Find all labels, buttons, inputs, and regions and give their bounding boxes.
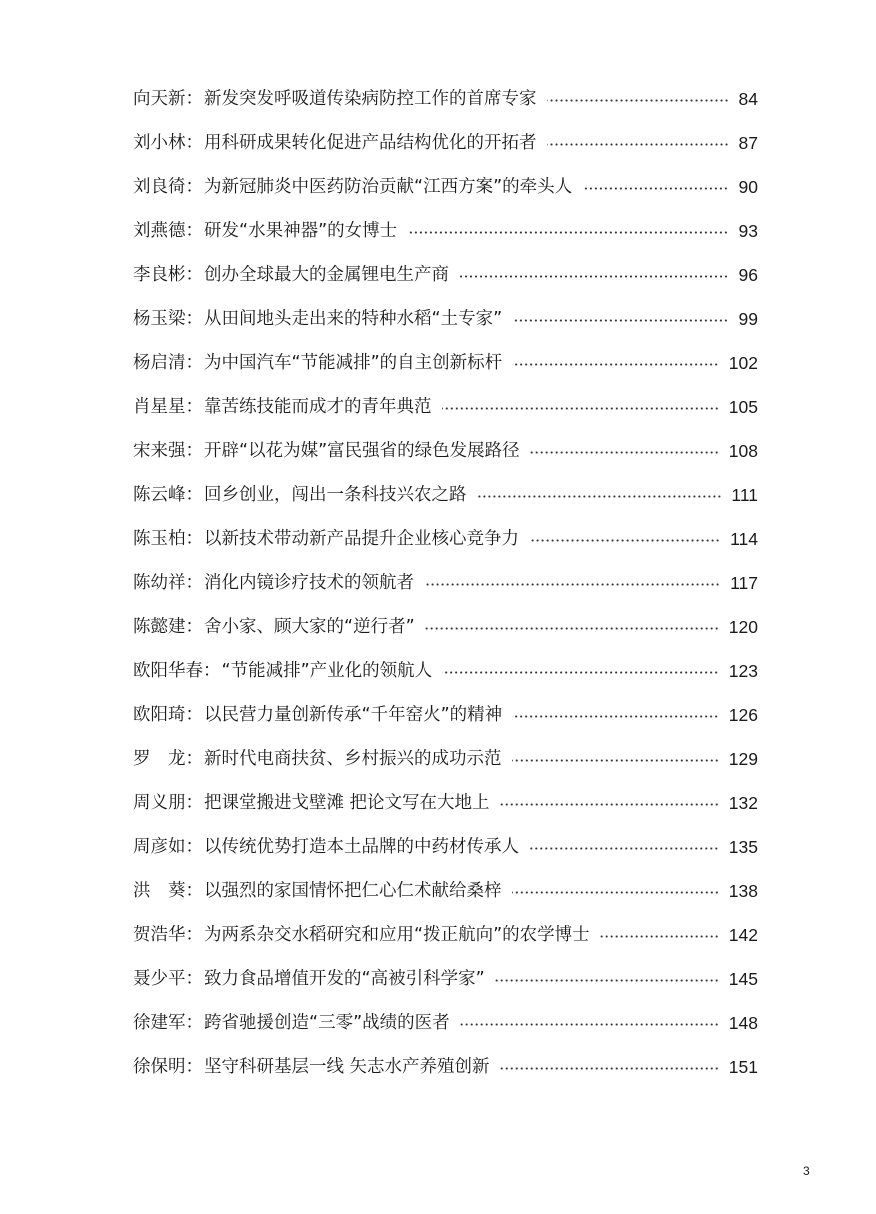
- entry-separator: ：: [185, 89, 203, 109]
- entry-page-number: 145: [728, 969, 758, 989]
- entry-title: 为两系杂交水稻研究和应用“拨正航向”的农学博士: [204, 925, 590, 945]
- dot-leader: [547, 99, 729, 102]
- entry-name: 陈云峰: [133, 485, 186, 505]
- entry-page-number: 84: [738, 89, 758, 109]
- entry-title: 以新技术带动新产品提升企业核心竞争力: [204, 529, 519, 549]
- entry-page-number: 148: [728, 1013, 758, 1033]
- entry-title: 回乡创业，闯出一条科技兴农之路: [204, 485, 467, 505]
- dot-leader: [512, 891, 719, 894]
- entry-title: 为新冠肺炎中医药防治贡献“江西方案”的牵头人: [204, 177, 573, 197]
- entry-separator: ：: [203, 661, 221, 681]
- toc-entry: [133, 129, 758, 157]
- entry-page-number: 90: [738, 177, 758, 197]
- dot-leader: [424, 583, 720, 586]
- entry-name: 杨启清: [133, 353, 186, 373]
- dot-leader: [407, 231, 728, 234]
- dot-leader: [582, 187, 728, 190]
- entry-page-number: 142: [728, 925, 758, 945]
- toc-entry: [133, 789, 758, 817]
- entry-page-number: 99: [738, 309, 758, 329]
- entry-page-number: 108: [728, 441, 758, 461]
- entry-name: 宋来强: [133, 441, 186, 461]
- dot-leader: [500, 1067, 719, 1070]
- dot-leader: [512, 715, 719, 718]
- toc-entry: [133, 349, 758, 377]
- entry-separator: ：: [185, 133, 203, 153]
- entry-page-number: 120: [728, 617, 758, 637]
- toc-entry: [133, 877, 758, 905]
- entry-separator: ：: [185, 441, 203, 461]
- toc-entry: [133, 217, 758, 245]
- dot-leader: [529, 539, 720, 542]
- entry-separator: ：: [185, 265, 203, 285]
- toc-entry: [133, 85, 758, 113]
- entry-name: 刘良徛: [133, 177, 186, 197]
- entry-separator: ：: [185, 793, 203, 813]
- entry-separator: ：: [185, 397, 203, 417]
- entry-title: 为中国汽车“节能减排”的自主创新标杆: [204, 353, 503, 373]
- entry-title: 把课堂搬进戈壁滩 把论文写在大地上: [204, 793, 490, 813]
- page-number: 3: [803, 1164, 810, 1178]
- entry-name: 徐保明: [133, 1057, 186, 1077]
- entry-title: 坚守科研基层一线 矢志水产养殖创新: [204, 1057, 490, 1077]
- entry-page-number: 138: [728, 881, 758, 901]
- entry-title: 跨省驰援创造“三零”战绩的医者: [204, 1013, 450, 1033]
- entry-page-number: 135: [728, 837, 758, 857]
- entry-name: 徐建军: [133, 1013, 186, 1033]
- entry-separator: ：: [185, 309, 203, 329]
- entry-name: 向天新: [133, 89, 186, 109]
- entry-page-number: 105: [728, 397, 758, 417]
- dot-leader: [530, 451, 719, 454]
- toc-entry: [133, 569, 758, 597]
- entry-name: 陈懿建: [133, 617, 186, 637]
- entry-title: 用科研成果转化促进产品结构优化的开拓者: [204, 133, 537, 153]
- entry-name: 陈玉柏: [133, 529, 186, 549]
- entry-name: 李良彬: [133, 265, 186, 285]
- entry-title: 舍小家、顾大家的“逆行者”: [204, 617, 415, 637]
- entry-separator: ：: [185, 529, 203, 549]
- entry-page-number: 96: [738, 265, 758, 285]
- toc-entry: [133, 437, 758, 465]
- dot-leader: [529, 847, 719, 850]
- toc-entry: [133, 525, 758, 553]
- entry-page-number: 151: [728, 1057, 758, 1077]
- entry-name: 聂少平: [133, 969, 186, 989]
- entry-name: 贺浩华: [133, 925, 186, 945]
- dot-leader: [459, 275, 729, 278]
- entry-title: “节能减排”产业化的领航人: [221, 661, 433, 681]
- entry-title: 以强烈的家国情怀把仁心仁术献给桑梓: [204, 881, 502, 901]
- entry-name: 杨玉梁: [133, 309, 186, 329]
- entry-title: 开辟“以花为媒”富民强省的绿色发展路径: [204, 441, 520, 461]
- entry-title: 从田间地头走出来的特种水稻“土专家”: [204, 309, 503, 329]
- entry-page-number: 132: [728, 793, 758, 813]
- entry-separator: ：: [185, 177, 203, 197]
- toc-entry: [133, 1009, 758, 1037]
- entry-name: 陈幼祥: [133, 573, 186, 593]
- entry-title: 以民营力量创新传承“千年窑火”的精神: [204, 705, 503, 725]
- entry-separator: ：: [185, 881, 203, 901]
- entry-title: 消化内镜诊疗技术的领航者: [204, 573, 414, 593]
- entry-separator: ：: [185, 749, 203, 769]
- entry-separator: ：: [185, 573, 203, 593]
- dot-leader: [512, 759, 719, 762]
- entry-title: 以传统优势打造本土品牌的中药材传承人: [204, 837, 519, 857]
- entry-title: 新时代电商扶贫、乡村振兴的成功示范: [204, 749, 502, 769]
- dot-leader: [477, 495, 722, 498]
- toc-entry: [133, 921, 758, 949]
- toc-entry: [133, 613, 758, 641]
- toc-entry: [133, 305, 758, 333]
- toc-entry: [133, 745, 758, 773]
- entry-page-number: 93: [738, 221, 758, 241]
- entry-title: 新发突发呼吸道传染病防控工作的首席专家: [204, 89, 537, 109]
- entry-page-number: 123: [728, 661, 758, 681]
- dot-leader: [512, 363, 719, 366]
- entry-page-number: 102: [728, 353, 758, 373]
- entry-separator: ：: [185, 1057, 203, 1077]
- entry-title: 创办全球最大的金属锂电生产商: [204, 265, 449, 285]
- entry-separator: ：: [185, 925, 203, 945]
- toc-entry: [133, 481, 758, 509]
- entry-separator: ：: [185, 353, 203, 373]
- entry-separator: ：: [185, 705, 203, 725]
- entry-page-number: 117: [730, 573, 758, 593]
- entry-title: 研发“水果神器”的女博士: [204, 221, 398, 241]
- entry-name: 欧阳华春: [133, 661, 203, 681]
- entry-separator: ：: [185, 617, 203, 637]
- entry-page-number: 87: [738, 133, 758, 153]
- entry-name: 周义朋: [133, 793, 186, 813]
- entry-name: 刘小林: [133, 133, 186, 153]
- dot-leader: [442, 671, 719, 674]
- entry-name: 欧阳琦: [133, 705, 186, 725]
- dot-leader: [425, 627, 719, 630]
- entry-name: 罗 龙: [133, 749, 186, 769]
- entry-page-number: 129: [728, 749, 758, 769]
- toc-entry: [133, 833, 758, 861]
- entry-page-number: 114: [730, 529, 758, 549]
- toc-entry: [133, 701, 758, 729]
- toc-entry: [133, 1053, 758, 1081]
- entry-name: 周彦如: [133, 837, 186, 857]
- entry-title: 致力食品增值开发的“高被引科学家”: [204, 969, 485, 989]
- entry-title: 靠苦练技能而成才的青年典范: [204, 397, 432, 417]
- entry-name: 肖星星: [133, 397, 186, 417]
- dot-leader: [495, 979, 719, 982]
- entry-name: 洪 葵: [133, 881, 186, 901]
- toc-entry: [133, 173, 758, 201]
- toc-entry: [133, 657, 758, 685]
- entry-name: 刘燕德: [133, 221, 186, 241]
- dot-leader: [512, 319, 728, 322]
- dot-leader: [500, 803, 719, 806]
- entry-page-number: 111: [731, 485, 758, 505]
- entry-separator: ：: [185, 221, 203, 241]
- entry-separator: ：: [185, 837, 203, 857]
- entry-page-number: 126: [728, 705, 758, 725]
- dot-leader: [600, 935, 719, 938]
- dot-leader: [460, 1023, 719, 1026]
- toc-entry: [133, 393, 758, 421]
- dot-leader: [547, 143, 729, 146]
- dot-leader: [442, 407, 719, 410]
- entry-separator: ：: [185, 485, 203, 505]
- entry-separator: ：: [185, 969, 203, 989]
- entry-separator: ：: [185, 1013, 203, 1033]
- toc-entry: [133, 965, 758, 993]
- toc-entry: [133, 261, 758, 289]
